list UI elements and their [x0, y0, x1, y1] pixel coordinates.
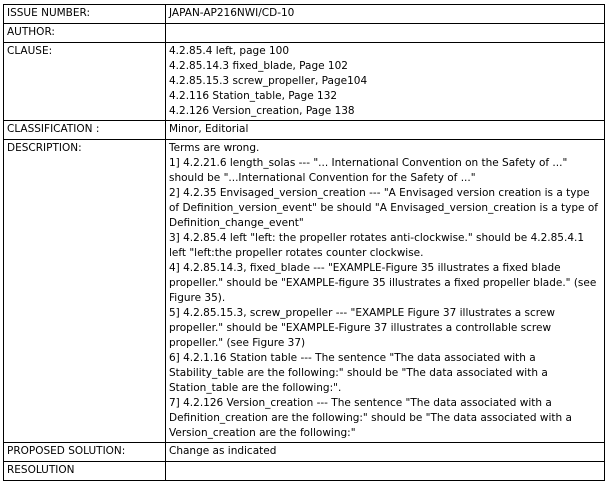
- author-value: [166, 24, 605, 43]
- description-intro: Terms are wrong.: [169, 142, 260, 154]
- description-item: 2] 4.2.35 Envisaged_version_creation --- "A Envisaged version creation is a type of Definition_version_event" be should "A Envisaged_version_creation is a type of Definition_change_event": [169, 187, 598, 229]
- description-value: [166, 140, 605, 443]
- proposed-solution-label: PROPOSED SOLUTION:: [4, 443, 166, 462]
- description-label: DESCRIPTION:: [4, 140, 166, 443]
- clause-line: 4.2.116 Station_table, Page 132: [169, 90, 338, 102]
- description-item: 1] 4.2.21.6 length_solas --- "... International Convention on the Safety of ..." should be "...International Convention for the Safety of ...": [169, 157, 568, 184]
- row-description: [4, 140, 605, 443]
- row-resolution: [4, 462, 605, 481]
- clause-line: 4.2.85.14.3 fixed_blade, Page 102: [169, 60, 348, 72]
- row-clause: [4, 43, 605, 121]
- row-proposed-solution: [4, 443, 605, 462]
- row-issue-number: [4, 5, 605, 24]
- author-label: AUTHOR:: [4, 24, 166, 43]
- row-author: [4, 24, 605, 43]
- description-item: 7] 4.2.126 Version_creation --- The sentence "The data associated with a Definition_creation are the following:" should be "The data associated with a Version_creation are the following:": [169, 397, 572, 439]
- description-item: 3] 4.2.85.4 left "left: the propeller rotates anti-clockwise." should be 4.2.85.4.1 left "left:the propeller rotates counter clockwise.: [169, 232, 585, 259]
- proposed-solution-value: Change as indicated: [166, 443, 605, 462]
- issue-number-value: JAPAN-AP216NWI/CD-10: [166, 5, 605, 24]
- classification-label: CLASSIFICATION :: [4, 121, 166, 140]
- description-item: 6] 4.2.1.16 Station table --- The sentence "The data associated with a Stability_table are the following:" should be "The data associated with a Station_table are the following:".: [169, 352, 548, 394]
- clause-line: 4.2.85.15.3 screw_propeller, Page104: [169, 75, 368, 87]
- row-classification: [4, 121, 605, 140]
- resolution-value: [166, 462, 605, 481]
- description-item: 5] 4.2.85.15.3, screw_propeller --- "EXAMPLE Figure 37 illustrates a screw propeller." should be "EXAMPLE-Figure 37 illustrates a controllable screw propeller." (see Figure 37): [169, 307, 555, 349]
- clause-value: [166, 43, 605, 121]
- description-item: 4] 4.2.85.14.3, fixed_blade --- "EXAMPLE-Figure 35 illustrates a fixed blade propeller." should be "EXAMPLE-figure 35 illustrates a fixed propeller blade." (see Figure 35).: [169, 262, 597, 304]
- clause-line: 4.2.85.4 left, page 100: [169, 45, 290, 57]
- clause-label: CLAUSE:: [4, 43, 166, 121]
- resolution-label: RESOLUTION: [4, 462, 166, 481]
- issue-number-label: ISSUE NUMBER:: [4, 5, 166, 24]
- classification-value: Minor, Editorial: [166, 121, 605, 140]
- issue-table: [3, 4, 605, 481]
- clause-line: 4.2.126 Version_creation, Page 138: [169, 105, 355, 117]
